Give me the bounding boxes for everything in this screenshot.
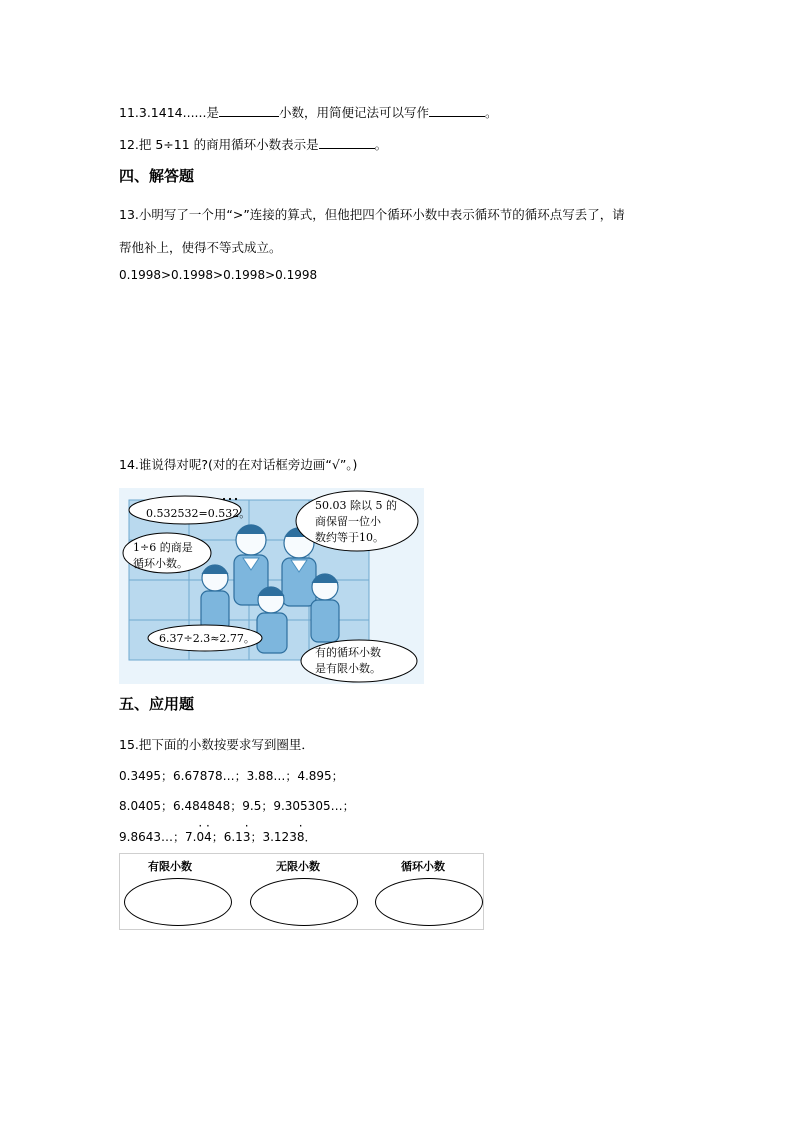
row-3-part-b: ；6.1 — [211, 830, 243, 844]
question-14: 14.谁说得对呢?(对的在对话框旁边画“√”。) — [119, 457, 358, 472]
oval-infinite[interactable] — [250, 878, 358, 926]
question-11 — [119, 103, 498, 121]
recurring-digit-4: · 4 — [204, 830, 212, 844]
bubble-4-text: 6.37÷2.3≈2.77。 — [159, 632, 255, 645]
bubble-5-text-line-2: 是有限小数。 — [315, 662, 381, 675]
bubble-3-text-line-2: 循环小数。 — [133, 557, 188, 570]
question-12 — [119, 135, 387, 153]
q11-blank-2[interactable] — [429, 104, 485, 117]
bubble-3-text-line-1: 1÷6 的商是 — [133, 541, 193, 554]
question-13-line-1: 13.小明写了一个用“>”连接的算式，但他把四个循环小数中表示循环节的循环点写丢了，请 — [119, 207, 625, 222]
question-15-row-2: 8.0405；6.484848；9.5；9.305305…； — [119, 799, 355, 813]
recurring-digit-8: · 8 — [297, 830, 305, 844]
q11-end: 。 — [484, 105, 498, 120]
bubble-2-text-line-3: 数约等于10。 — [315, 531, 384, 544]
label-finite: 有限小数 — [148, 860, 192, 873]
question-15-row-3 — [119, 828, 316, 845]
row-3-part-c: ；3.123 — [250, 830, 297, 844]
question-15-row-1: 0.3495；6.67878…；3.88…；4.895； — [119, 769, 344, 783]
label-recurring: 循环小数 — [401, 860, 445, 873]
q12-prefix: 12.把 5÷11 的商用循环小数表示是 — [119, 137, 319, 152]
question-15-title: 15.把下面的小数按要求写到圈里． — [119, 737, 314, 752]
q12-blank[interactable] — [319, 136, 375, 149]
q11-prefix: 11.3.1414......是 — [119, 105, 219, 120]
classification-ovals — [119, 853, 484, 930]
section-4-heading: 四、解答题 — [119, 167, 195, 185]
dialogue-illustration — [119, 488, 424, 684]
row-3-part-a: 9.8643…；7. — [119, 830, 197, 844]
recurring-digit-3: · 3 — [243, 830, 251, 844]
bubble-5-text-line-1: 有的循环小数 — [315, 646, 381, 659]
bubble-1-text: 0.532532=0.532。 — [146, 507, 251, 520]
question-13-expression: 0.1998>0.1998>0.1998>0.1998 — [119, 268, 318, 282]
section-5-heading: 五、应用题 — [119, 695, 195, 713]
row-3-part-d: ． — [304, 830, 317, 844]
oval-recurring[interactable] — [375, 878, 483, 926]
label-infinite: 无限小数 — [276, 860, 320, 873]
q12-end: 。 — [374, 137, 388, 152]
oval-finite[interactable] — [124, 878, 232, 926]
bubble-2-text-line-2: 商保留一位小 — [315, 515, 381, 528]
recurring-digit-0: · 0 — [196, 830, 204, 844]
bubble-2-text-line-1: 50.03 除以 5 的 — [315, 499, 397, 512]
q11-mid: 小数，用简便记法可以写作 — [278, 105, 429, 120]
question-13-line-2: 帮他补上，使得不等式成立。 — [119, 240, 282, 255]
q11-blank-1[interactable] — [219, 104, 279, 117]
